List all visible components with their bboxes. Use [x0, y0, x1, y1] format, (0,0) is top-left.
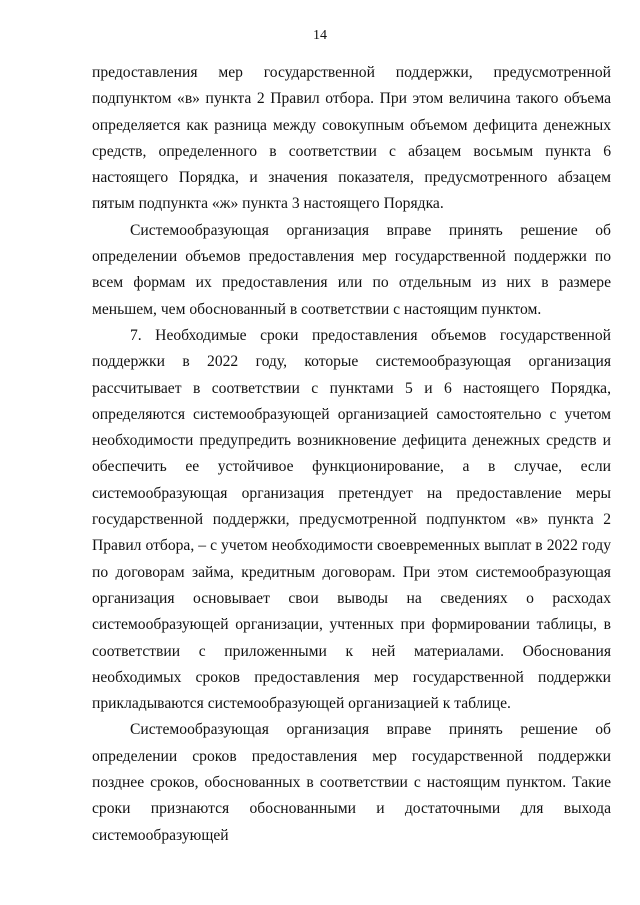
- paragraph-terms-decision: Системообразующая организация вправе принять решение об определении сроков предоставления мер государственной поддержки позднее сроков, обоснованных в соответствии с настоящим пунктом. Такие сроки признаются обоснованными и достаточными для выхода системообразующей: [92, 721, 611, 844]
- document-body: [92, 60, 611, 849]
- paragraph-continuation: предоставления мер государственной поддержки, предусмотренной подпунктом «в» пункта 2 Правил отбора. При этом величина такого объема определяется как разница между совокупным объемом дефицита денежных средств, определенного в соответствии с абзацем восьмым пункта 6 настоящего Порядка, и значения показателя, предусмотренного абзацем пятым подпункта «ж» пункта 3 настоящего Порядка.: [92, 64, 611, 213]
- paragraph-volume-decision: Системообразующая организация вправе принять решение об определении объемов предоставления мер государственной поддержки по всем формам их предоставления или по отдельным из них в размере меньшем, чем обоснованный в соответствии с настоящим пунктом.: [92, 221, 611, 318]
- paragraph-item-7: 7. Необходимые сроки предоставления объемов государственной поддержки в 2022 году, которые системообразующая организация рассчитывает в соответствии с пунктами 5 и 6 настоящего Порядка, определяются системообразующей организацией самостоятельно с учетом необходимости предупредить возникновение дефицита денежных средств и обеспечить ее устойчивое функционирование, а в случае, если системообразующая организация претендует на предоставление меры государственной поддержки, предусмотренной подпунктом «в» пункта 2 Правил отбора, – с учетом необходимости своевременных выплат в 2022 году по договорам займа, кредитным договорам. При этом системообразующая организация основывает свои выводы на сведениях о расходах системообразующей организации, учтенных при формировании таблицы, в соответствии с приложенными к ней материалами. Обоснования необходимых сроков предоставления мер государственной поддержки прикладываются системообразующей организацией к таблице.: [92, 326, 611, 713]
- page-number: 14: [313, 28, 327, 43]
